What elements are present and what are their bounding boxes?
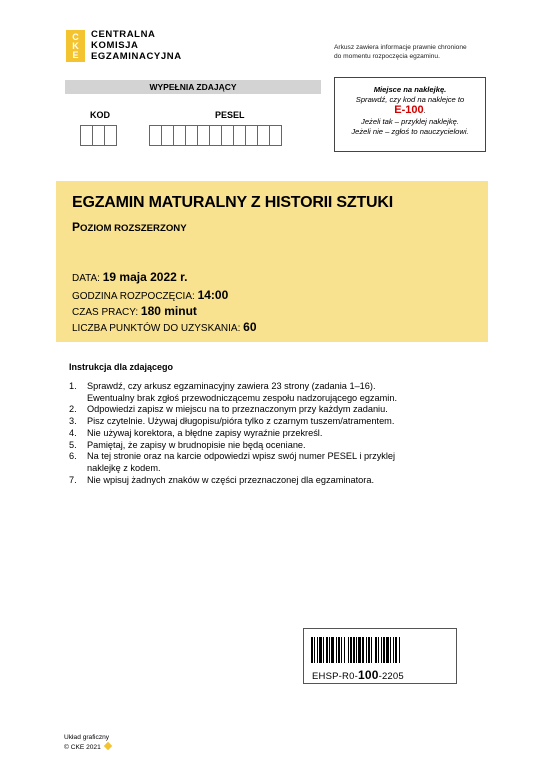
barcode-bar — [338, 637, 340, 663]
fill-box-header: WYPEŁNIA ZDAJĄCY — [65, 80, 321, 94]
instructions-list — [69, 381, 489, 486]
barcode-icon — [311, 637, 449, 663]
pesel-field[interactable] — [149, 125, 281, 146]
logo-name: CENTRALNA KOMISJA EGZAMINACYJNA — [91, 29, 182, 62]
barcode-label: EHSP-R0-100-2205 — [312, 668, 404, 682]
barcode-bar — [350, 637, 352, 663]
barcode-bar — [358, 637, 361, 663]
kod-field[interactable] — [80, 125, 116, 146]
exam-title: EGZAMIN MATURALNY Z HISTORII SZTUKI — [72, 194, 393, 211]
exam-level: POZIOM ROZSZERZONY — [72, 220, 187, 234]
footer: Układ graficzny © CKE 2021 — [64, 734, 111, 752]
barcode-bar — [366, 637, 367, 663]
instruction-item: 4. Nie używaj korektora, a błędne zapisy wyraźnie przekreśl. — [69, 427, 323, 438]
barcode-bar — [375, 637, 377, 663]
exam-start-time: GODZINA ROZPOCZĘCIA: 14:00 — [72, 288, 229, 302]
logo-letter: E — [72, 50, 79, 60]
cke-logo-mark — [66, 30, 85, 62]
barcode-bar — [378, 637, 379, 663]
exam-points: LICZBA PUNKTÓW DO UZYSKANIA: 60 — [72, 320, 257, 334]
barcode-bar — [383, 637, 385, 663]
barcode-bar — [399, 637, 400, 663]
exam-duration: CZAS PRACY: 180 minut — [72, 304, 197, 318]
instructions-heading: Instrukcja dla zdającego — [69, 362, 174, 372]
barcode-bar — [348, 637, 349, 663]
barcode-bar — [344, 637, 345, 663]
sticker-placeholder: Miejsce na naklejkę. Sprawdź, czy kod na naklejce to E-100. Jeżeli tak – przyklej naklejkę. Jeżeli nie – zgłoś to nauczycielowi. — [334, 77, 486, 152]
barcode-bar — [317, 637, 318, 663]
pesel-label: PESEL — [215, 110, 245, 120]
logo-letter: C — [72, 32, 79, 42]
barcode-bar — [390, 637, 391, 663]
barcode-bar — [368, 637, 370, 663]
instruction-item: 2. Odpowiedzi zapisz w miejscu na to przeznaczonym przy każdym zadaniu. — [69, 404, 388, 415]
kod-digit-box[interactable] — [104, 125, 117, 146]
diamond-icon — [104, 741, 112, 749]
barcode-bar — [362, 637, 364, 663]
kod-label: KOD — [90, 110, 110, 120]
barcode-bar — [329, 637, 330, 663]
barcode-bar — [356, 637, 357, 663]
barcode-bar — [381, 637, 382, 663]
logo-letter: K — [72, 41, 79, 51]
barcode-bar — [386, 637, 389, 663]
instruction-item: 1. Sprawdź, czy arkusz egzaminacyjny zawiera 23 strony (zadania 1–16). Ewentualny brak zgłoś przewodniczącemu zespołu nadzorującego egzamin. — [69, 381, 397, 403]
pesel-digit-box[interactable] — [269, 125, 282, 146]
barcode-bar — [319, 637, 322, 663]
barcode-bar — [331, 637, 334, 663]
barcode-bar — [336, 637, 337, 663]
exam-code: E-100 — [394, 104, 424, 117]
copyright-note: Arkusz zawiera informacje prawnie chronione do momentu rozpoczęcia egzaminu. — [334, 44, 467, 60]
barcode-bar — [341, 637, 342, 663]
barcode-bar — [326, 637, 328, 663]
instruction-item: 7. Nie wpisuj żadnych znaków w części przeznaczonej dla egzaminatora. — [69, 474, 374, 485]
barcode-bar — [395, 637, 397, 663]
barcode-bar — [314, 637, 315, 663]
barcode-bar — [393, 637, 394, 663]
instruction-item: 5. Pamiętaj, że zapisy w brudnopisie nie będą oceniane. — [69, 439, 306, 450]
exam-date: DATA: 19 maja 2022 r. — [72, 270, 188, 284]
instruction-item: 6. Na tej stronie oraz na karcie odpowiedzi wpisz swój numer PESEL i przyklej naklejkę z kodem. — [69, 451, 396, 473]
instruction-item: 3. Pisz czytelnie. Używaj długopisu/pióra tylko z czarnym tuszem/atramentem. — [69, 416, 395, 427]
barcode-bar — [371, 637, 372, 663]
barcode-bar — [353, 637, 355, 663]
barcode-bar — [311, 637, 313, 663]
barcode-bar — [323, 637, 324, 663]
